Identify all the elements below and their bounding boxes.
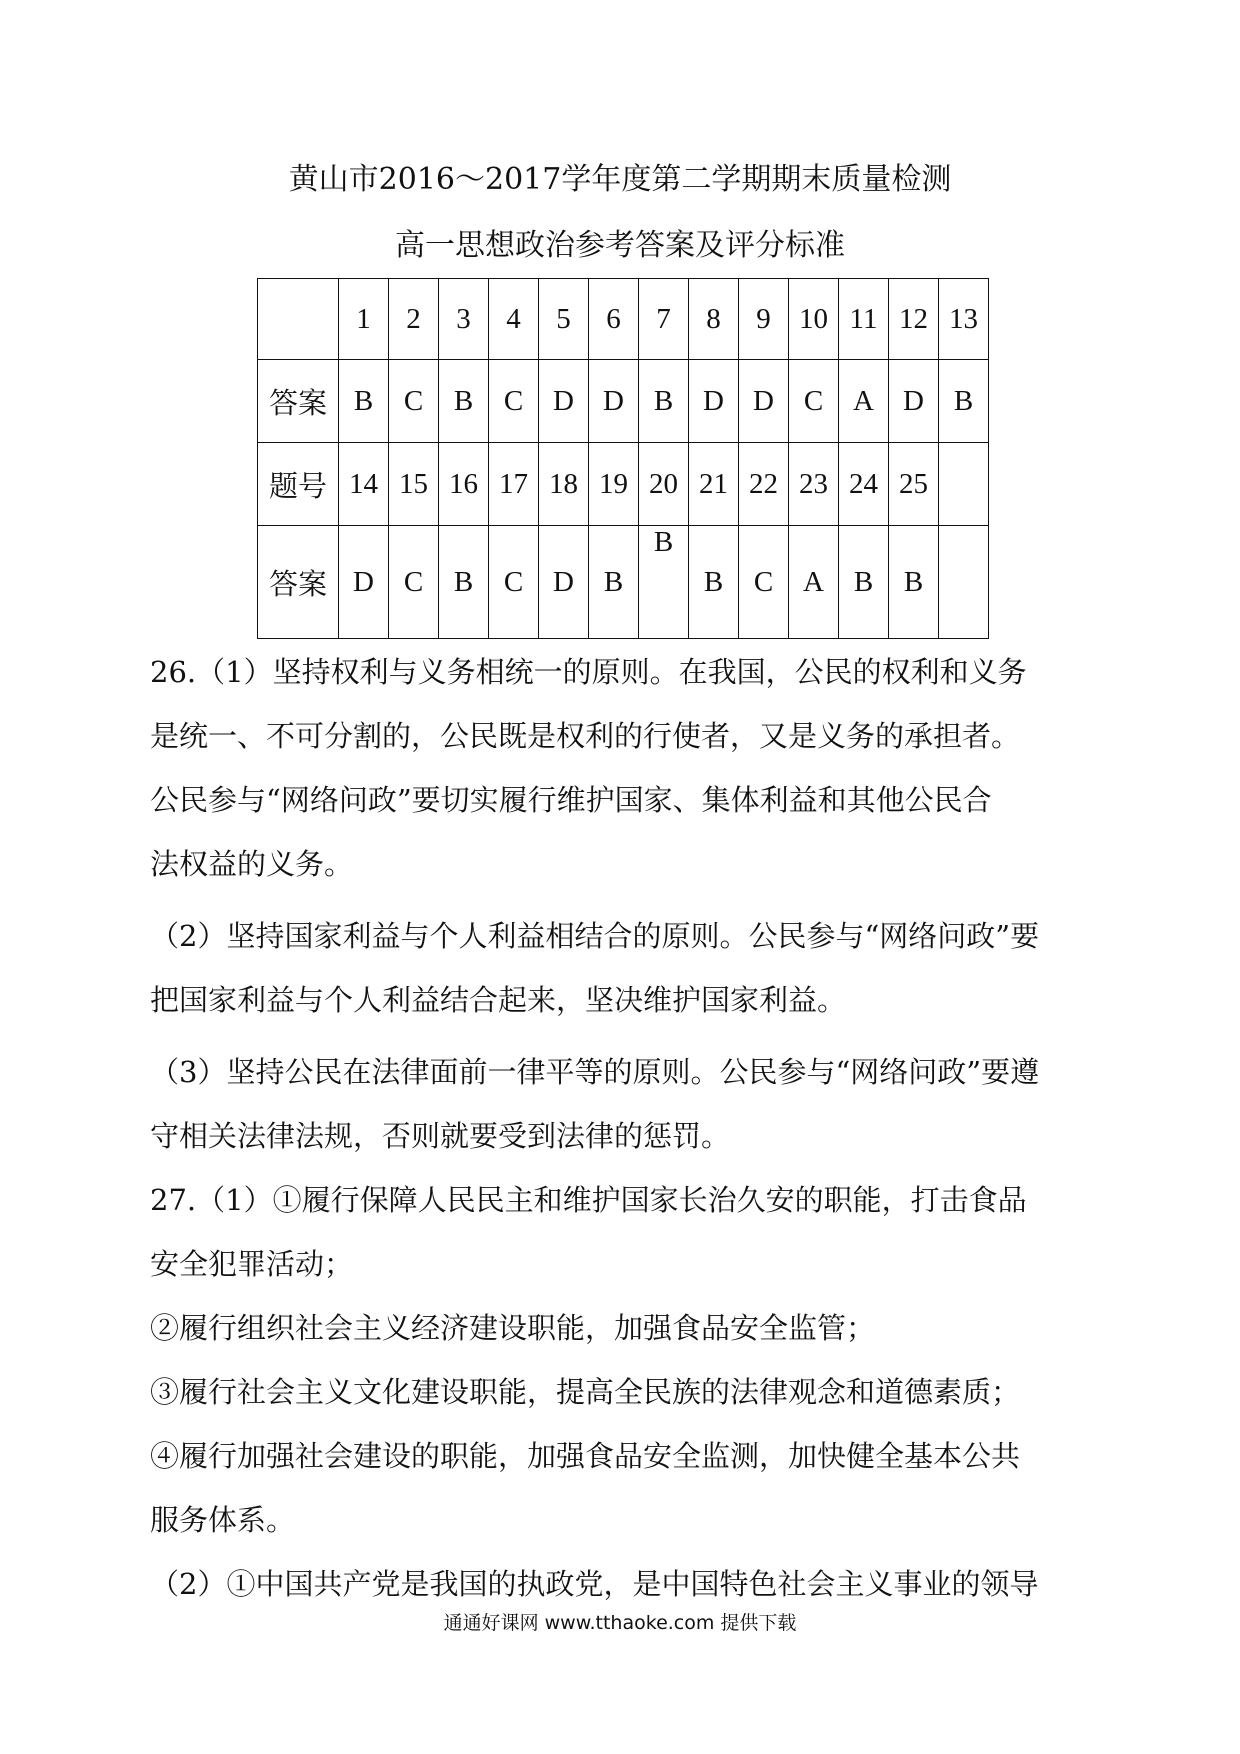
table-cell: B [339, 360, 389, 443]
answer-text-line: ④履行加强社会建设的职能，加强食品安全监测，加快健全基本公共 [150, 1439, 1021, 1473]
table-cell: 16 [439, 443, 489, 526]
table-row [258, 360, 989, 443]
table-cell: 17 [489, 443, 539, 526]
table-cell [258, 279, 339, 360]
table-row [258, 279, 989, 360]
table-cell: 2 [389, 279, 439, 360]
table-cell: B [439, 526, 489, 639]
table-cell: B [939, 360, 989, 443]
table-cell: 1 [339, 279, 389, 360]
table-cell: 6 [589, 279, 639, 360]
table-cell: 11 [839, 279, 889, 360]
footer-watermark: 通通好课网 www.tthaoke.com 提供下载 [443, 1612, 797, 1634]
answer-text-line: 法权益的义务。 [150, 847, 354, 881]
table-cell: D [539, 526, 589, 639]
table-cell: 10 [789, 279, 839, 360]
table-cell: 14 [339, 443, 389, 526]
answer-text-line: （2）坚持国家利益与个人利益相结合的原则。公民参与“网络问政”要 [150, 919, 1040, 953]
answer-text-line: （3）坚持公民在法律面前一律平等的原则。公民参与“网络问政”要遵 [150, 1055, 1040, 1089]
table-cell: 4 [489, 279, 539, 360]
table-cell: 3 [439, 279, 489, 360]
table-cell: 25 [889, 443, 939, 526]
table-cell: 23 [789, 443, 839, 526]
table-cell: 7 [639, 279, 689, 360]
table-row-header: 答案 [258, 526, 339, 639]
table-cell: 8 [689, 279, 739, 360]
table-cell: 15 [389, 443, 439, 526]
answer-text-line: 把国家利益与个人利益结合起来，坚决维护国家利益。 [150, 983, 847, 1017]
answer-text-line: 公民参与“网络问政”要切实履行维护国家、集体利益和其他公民合 [150, 783, 992, 817]
table-cell: A [839, 360, 889, 443]
table-row [258, 443, 989, 526]
table-cell: C [389, 360, 439, 443]
answer-text-line: （2）①中国共产党是我国的执政党，是中国特色社会主义事业的领导 [150, 1567, 1039, 1601]
table-cell: B [639, 526, 689, 639]
table-cell: D [689, 360, 739, 443]
table-cell: B [639, 360, 689, 443]
answer-text-line: 安全犯罪活动； [150, 1247, 354, 1281]
table-cell: C [489, 360, 539, 443]
table-cell [939, 526, 989, 639]
document-title: 黄山市2016～2017学年度第二学期期末质量检测 [288, 162, 952, 197]
table-cell: 19 [589, 443, 639, 526]
table-cell: 18 [539, 443, 589, 526]
table-cell: 20 [639, 443, 689, 526]
answer-text-line: 服务体系。 [150, 1503, 296, 1537]
table-cell: 5 [539, 279, 589, 360]
table-cell: 13 [939, 279, 989, 360]
table-cell: D [889, 360, 939, 443]
table-cell: C [389, 526, 439, 639]
answer-text-line: 守相关法律法规，否则就要受到法律的惩罚。 [150, 1119, 731, 1153]
table-row-header: 题号 [258, 443, 339, 526]
table-cell: A [789, 526, 839, 639]
table-cell: C [739, 526, 789, 639]
table-cell: B [689, 526, 739, 639]
table-cell [939, 443, 989, 526]
answer-text-line: 是统一、不可分割的，公民既是权利的行使者，又是义务的承担者。 [150, 719, 1021, 753]
table-cell: B [439, 360, 489, 443]
table-cell: 12 [889, 279, 939, 360]
table-cell: 24 [839, 443, 889, 526]
table-cell: B [589, 526, 639, 639]
table-cell: B [839, 526, 889, 639]
answer-text-line: ②履行组织社会主义经济建设职能，加强食品安全监管； [150, 1311, 876, 1345]
table-cell: B [889, 526, 939, 639]
table-cell: 22 [739, 443, 789, 526]
table-cell: 9 [739, 279, 789, 360]
answer-text-line: ③履行社会主义文化建设职能，提高全民族的法律观念和道德素质； [150, 1375, 1021, 1409]
table-row [258, 526, 989, 639]
table-cell: 21 [689, 443, 739, 526]
table-cell: C [789, 360, 839, 443]
document-subtitle: 高一思想政治参考答案及评分标准 [395, 228, 845, 263]
answer-text-line: 26.（1）坚持权利与义务相统一的原则。在我国，公民的权利和义务 [150, 655, 1027, 689]
answer-text-line: 27.（1）①履行保障人民民主和维护国家长治久安的职能，打击食品 [150, 1183, 1027, 1217]
table-cell: D [339, 526, 389, 639]
table-cell: D [539, 360, 589, 443]
table-cell: D [739, 360, 789, 443]
table-cell: C [489, 526, 539, 639]
table-row-header: 答案 [258, 360, 339, 443]
table-cell: D [589, 360, 639, 443]
answer-table [257, 278, 989, 639]
